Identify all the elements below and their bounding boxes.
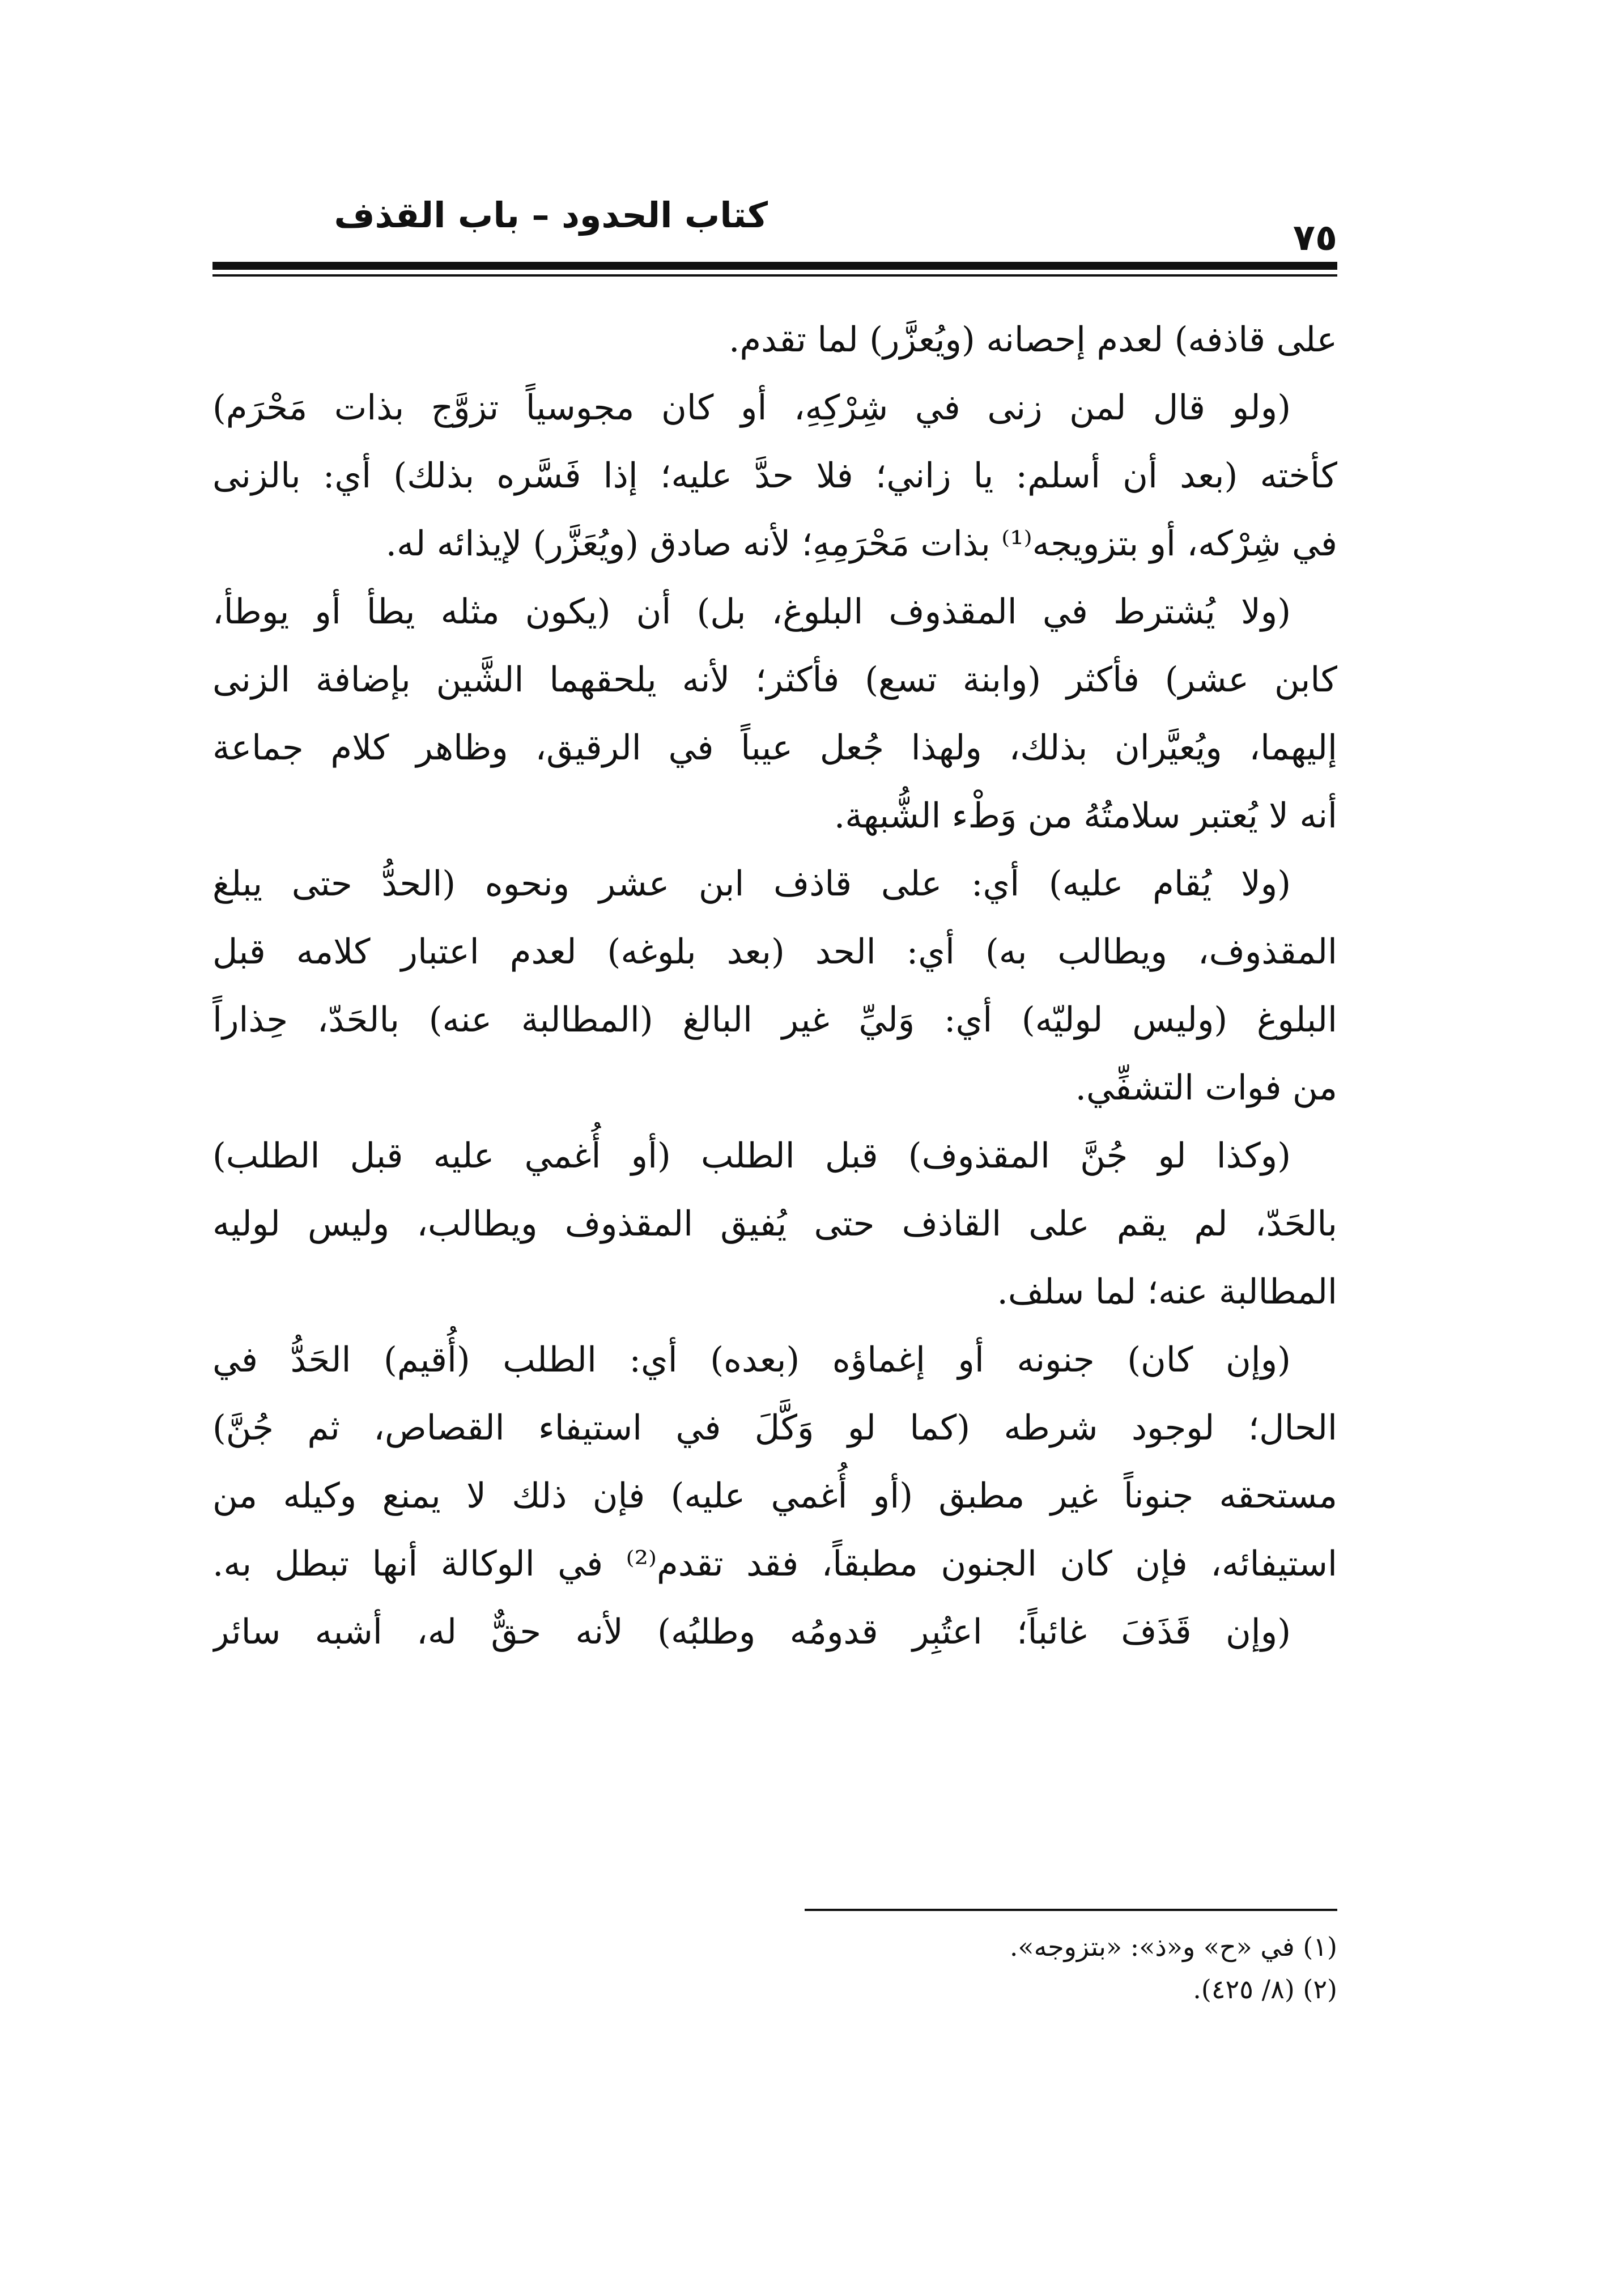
text-line: استيفائه، فإن كان الجنون مطبقاً، فقد تقدم⁽²⁾ في الوكالة أنها تبطل به. (212, 1544, 1337, 1584)
text-line: البلوغ (وليس لوليّه) أي: وَليِّ غير البالغ (المطالبة عنه) بالحَدّ، حِذاراً (212, 1000, 1337, 1040)
text-line: المطالبة عنه؛ لما سلف. (997, 1272, 1337, 1312)
header-rule (212, 262, 1337, 270)
header-rule-thin (212, 274, 1337, 277)
text-line: إليهما، ويُعيَّران بذلك، ولهذا جُعل عيباً في الرقيق، وظاهر كلام جماعة (212, 728, 1337, 768)
footnotes (714, 1926, 1337, 2011)
footnote-2: (٢) (٨/ ٤٢٥). (1193, 1974, 1337, 2005)
text-line: مستحقه جنوناً غير مطبق (أو أُغمي عليه) فإن ذلك لا يمنع وكيله من (212, 1476, 1337, 1516)
main-text (212, 306, 1337, 1666)
footnote-separator (805, 1909, 1337, 1911)
text-line: على قاذفه) لعدم إحصانه (ويُعزَّر) لما تقدم. (729, 320, 1337, 360)
footnote-1: (١) في «ح» و«ذ»: «بتزوجه». (1009, 1931, 1337, 1962)
text-line: من فوات التشفِّي. (1075, 1068, 1337, 1108)
page-number: ٧٥ (1293, 217, 1337, 259)
text-line: (وكذا لو جُنَّ المقذوف) قبل الطلب (أو أُغمي عليه قبل الطلب) (212, 1136, 1291, 1176)
text-line: (وإن قَذَفَ غائباً؛ اعتُبِر قدومُه وطلبُه) لأنه حقٌّ له، أشبه سائر (212, 1612, 1291, 1652)
text-line: (ولا يُشترط في المقذوف البلوغ، بل) أن (يكون مثله يطأ أو يوطأ، (212, 592, 1291, 632)
text-line: (ولا يُقام عليه) أي: على قاذف ابن عشر ونحوه (الحدُّ حتى يبلغ (212, 864, 1291, 904)
chapter-title: كتاب الحدود – باب القذف (334, 194, 768, 236)
text-line: (ولو قال لمن زنى في شِرْكِهِ، أو كان مجوسياً تزوَّج بذات مَحْرَم) (212, 388, 1291, 428)
running-header (212, 193, 1337, 259)
text-line: (وإن كان) جنونه أو إغماؤه (بعده) أي: الطلب (أُقيم) الحَدُّ في (212, 1340, 1291, 1380)
text-line: كأخته (بعد أن أسلم: يا زاني؛ فلا حدَّ عليه؛ إذا فَسَّره بذلك) أي: بالزنى (212, 456, 1337, 496)
text-line: في شِرْكه، أو بتزويجه⁽¹⁾ بذات مَحْرَمِهِ؛ لأنه صادق (ويُعَزَّر) لإيذائه له. (385, 524, 1337, 564)
text-line: المقذوف، ويطالب به) أي: الحد (بعد بلوغه) لعدم اعتبار كلامه قبل (212, 932, 1337, 972)
text-line: أنه لا يُعتبر سلامتُهُ من وَطْء الشُّبهة. (834, 796, 1337, 836)
text-line: بالحَدّ، لم يقم على القاذف حتى يُفيق المقذوف ويطالب، وليس لوليه (212, 1204, 1337, 1244)
text-line: كابن عشر) فأكثر (وابنة تسع) فأكثر؛ لأنه يلحقهما الشَّين بإضافة الزنى (212, 660, 1337, 700)
text-line: الحال؛ لوجود شرطه (كما لو وَكَّلَ في استيفاء القصاص، ثم جُنَّ) (212, 1408, 1337, 1448)
